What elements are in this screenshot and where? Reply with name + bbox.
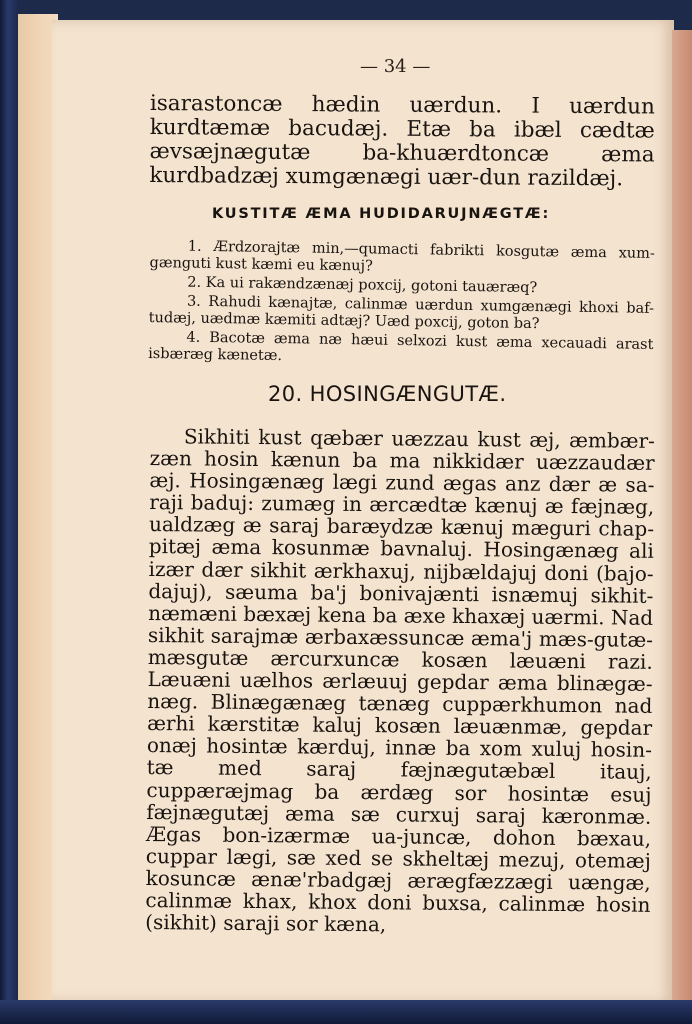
question-item: 4. Bacotæ æma næ hæui selxozi kust æma xecauadi arast isbæræg kænetæ. (148, 329, 654, 365)
intro-paragraph: isarastoncæ hædin uærdun. I uærdun kurdtæmæ bacudæj. Etæ ba ibæl cædtæ ævsæjnægutæ ba-khuærdtoncæ æma kurdbadzæj xumgænægi uær-dun razildæj. (149, 91, 655, 192)
questions-list (148, 238, 655, 373)
book-binding-bottom (0, 1000, 692, 1024)
body-text (145, 425, 655, 938)
facing-page-edge (672, 30, 692, 1010)
questions-heading: KUSTITÆ ÆMA HUDIDARUJNÆGTÆ: (212, 206, 551, 222)
chapter-heading: 20. HOSINGÆNGUTÆ. (268, 382, 507, 406)
book-binding (0, 0, 20, 1024)
question-item: 1. Ærdzorajtæ min,—qumacti fabrikti kosgutæ æma xum-gænguti kust kæmi eu kænuj? (149, 238, 655, 275)
question-item: 2. Ka ui rakændzænæj poxcij, gotoni tauæræq? (187, 274, 538, 297)
page-number: — 34 — (360, 56, 431, 77)
body-paragraph: Sikhiti kust qæbær uæzzau kust æj, æmbær-zæn hosin kænun ba ma nikkidær uæzzaudær æj. Hosingænæg lægi zund ægas anz dær æ sa-raji baduj: zumæg in ærcædtæ kænuj æ fæjnæg, ualdzæg æ saraj baræydzæ kænuj mæguri chap-pitæj æma kosunmæ bavnaluj. Hosingænæg ali izær dær sikhit ærkhaxuj, nijbældajuj doni (bajo-dajuj), sæuma ba'j bonivajænti isnæmuj sikhit-næmæni bæxæj kena ba æxe khaxæj uærmi. Nad sikhit sarajmæ ærbaxæssuncæ æma'j mæs-gutæ-mæsgutæ ærcurxuncæ kosæn læuæni razi. Læuæni uælhos ærlæuuj gepdar æma blinægæ-næg. Blinægænæg tænæg cuppærkhumon nad ærhi kærstitæ kaluj kosæn læuænmæ, gepdar onæj hosintæ kærduj, innæ ba xom xuluj hosin-tæ med saraj fæjnægutæbæl itauj, cuppæræjmag ba ærdæg sor hosintæ esuj fæjnægutæj æma sæ curxuj saraj kæronmæ. Ægas bon-izærmæ ua-juncæ, dohon bæxau, cuppar lægi, sæ xed se skheltæj mezuj, otemæj kosuncæ ænæ'rbadgæj ærægfæzzægi uængæ, calinmæ khax, khox doni buxsa, calinmæ hosin (sikhit) saraji sor kæna, (145, 424, 655, 937)
question-item: 3. Rahudi kænajtæ, calinmæ uærdun xumgænægi khoxi baf-tudæj, uædmæ kæmiti adtæj? Uæd poxcij, goton ba? (148, 293, 655, 333)
